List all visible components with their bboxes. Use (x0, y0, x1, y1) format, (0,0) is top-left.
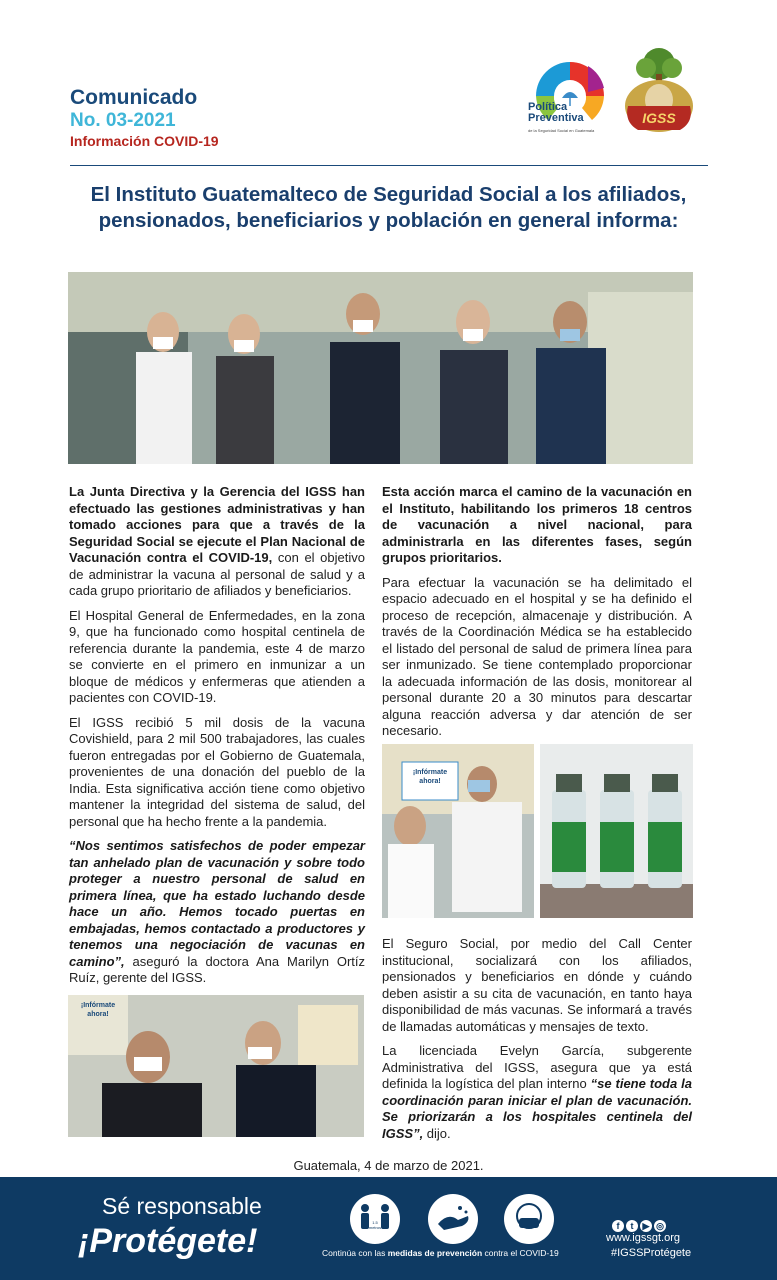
paragraph-4-bold: Esta acción marca el camino de la vacunación en el Instituto, habilitando los primeros 18 centros de vacunación a nivel nacional, para administrarla en las diferentes fases, según grupos prioritarios. (382, 484, 692, 565)
igss-logo-text: IGSS (642, 110, 676, 126)
face-mask-icon (504, 1194, 554, 1244)
communique-header (70, 86, 219, 150)
paragraph-7 (382, 1043, 692, 1142)
paragraph-4 (382, 484, 692, 567)
footer-slogan-2: ¡Protégete! (78, 1222, 258, 1260)
communique-subtitle: Información COVID-19 (70, 133, 219, 149)
website-link[interactable]: www.igssgt.org (606, 1232, 680, 1244)
article-column-right-lower (382, 936, 692, 1150)
vaccine-vials-photo (540, 744, 693, 918)
social-distance-icon (350, 1194, 400, 1244)
article-column-left (69, 484, 365, 995)
paragraph-1 (69, 484, 365, 600)
politica-preventiva-tagline: de la Seguridad Social en Guatemala (528, 128, 595, 133)
manager-quote: “Nos sentimos satisfechos de poder empezar tan anhelado plan de vacunación y sobre todo proteger a nuestro personal de salud en primera línea, que ha estado luchando desde hace un año. Hemos tocado puertas en embajadas, hemos contactado a productores y tenemos una negociación de vacunas en camino”, (69, 838, 365, 969)
vaccination-photo-nurse (382, 744, 534, 918)
quote-attribution: aseguró la doctora Ana Marilyn Ortíz Ruíz, gerente del IGSS. (69, 953, 365, 985)
headline: El Instituto Guatemalteco de Seguridad Social a los afiliados, pensionados, beneficiarios y población en general informa: (90, 183, 687, 232)
group-photo (68, 272, 693, 464)
vaccination-photo-doctor (68, 995, 364, 1137)
paragraph-6: El Seguro Social, por medio del Call Center institucional, socializará con los afiliados, pensionados y beneficiarios en dónde y cuándo deben asistir a su cita de vacunación, en tanto haya disponibilidad de más vacunas. Se informará a través de llamadas automáticas y mensajes de texto. (382, 936, 692, 1034)
article-column-right (382, 484, 692, 748)
informate-sign-2: ¡Infórmate ahora! (80, 1002, 116, 1018)
paragraph-7-post: dijo. (423, 1125, 451, 1141)
politica-preventiva-logo (528, 58, 612, 144)
twitter-icon[interactable]: t (626, 1220, 638, 1232)
politica-preventiva-text: Política Preventiva (528, 101, 584, 124)
paragraph-7-pre: La licenciada Evelyn García, subgerente Administrativa del IGSS, asegura que ya está definida la logística del plan interno (382, 1043, 692, 1091)
paragraph-quote (69, 838, 365, 987)
hashtag: #IGSSProtégete (611, 1247, 692, 1259)
paragraph-3: El IGSS recibió 5 mil dosis de la vacuna Covishield, para 2 mil 500 trabajadores, las cuales fueron entregadas por el Gobierno de Guatemala, provenientes de una donación del pueblo de la India. Esta significativa acción tiene como objetivo mantener la integridad del sistema de salud, del personal que ha hecho frente a la pandemia. (69, 714, 365, 829)
paragraph-5: Para efectuar la vacunación se ha delimitado el espacio adecuado en el hospital y se ha definido el proceso de recepción, almacenaje y distribución. A través de la Coordinación Médica se ha establecido el listado del personal de salud de primera línea para ser inmunizado. Se tiene contemplado proporcionar la adecuada información de las dosis, monitorear al personal durante 20 a 30 minutos para descartar alguna reacción adversa y dar atención de ser necesario. (382, 574, 692, 738)
subgerente-quote: “se tiene toda la coordinación paran iniciar el plan de vacunación. Se priorizarán a los hospitales centinela del IGSS”, (382, 1076, 692, 1141)
hand-washing-icon (428, 1194, 478, 1244)
document-date: Guatemala, 4 de marzo de 2021. (293, 1158, 484, 1173)
communique-number: No. 03-2021 (70, 110, 176, 131)
youtube-icon[interactable]: ▶ (640, 1220, 652, 1232)
footer-slogan-1: Sé responsable (102, 1193, 262, 1219)
prevention-caption: Continúa con las medidas de prevención contra el COVID-19 (322, 1248, 559, 1258)
paragraph-2: El Hospital General de Enfermedades, en la zona 9, que ha funcionado como hospital centinela de referencia durante la pandemia, este 4 de marzo se convierte en el primero en inmunizar a un bloque de médicos y enfermeras que atienden a pacientes con COVID-19. (69, 607, 365, 705)
communique-title: Comunicado (70, 86, 198, 109)
distance-label: 1.5 metros (368, 1220, 382, 1230)
paragraph-1-bold: La Junta Directiva y la Gerencia del IGSS han efectuado las gestiones administrativas y han tomado acciones para que a través de la Seguridad Social se ejecute el Plan Nacional de Vacunación contra el COVID-19, (69, 484, 365, 565)
facebook-icon[interactable]: f (612, 1220, 624, 1232)
igss-logo (620, 44, 698, 142)
paragraph-1-rest: con el objetivo de administrar la vacuna al personal de salud y a cada grupo prioritario de afiliados y beneficiarios. (69, 550, 365, 598)
instagram-icon[interactable]: ◎ (654, 1220, 666, 1232)
informate-sign: ¡Infórmate ahora! (412, 769, 448, 785)
header-divider (70, 165, 708, 166)
